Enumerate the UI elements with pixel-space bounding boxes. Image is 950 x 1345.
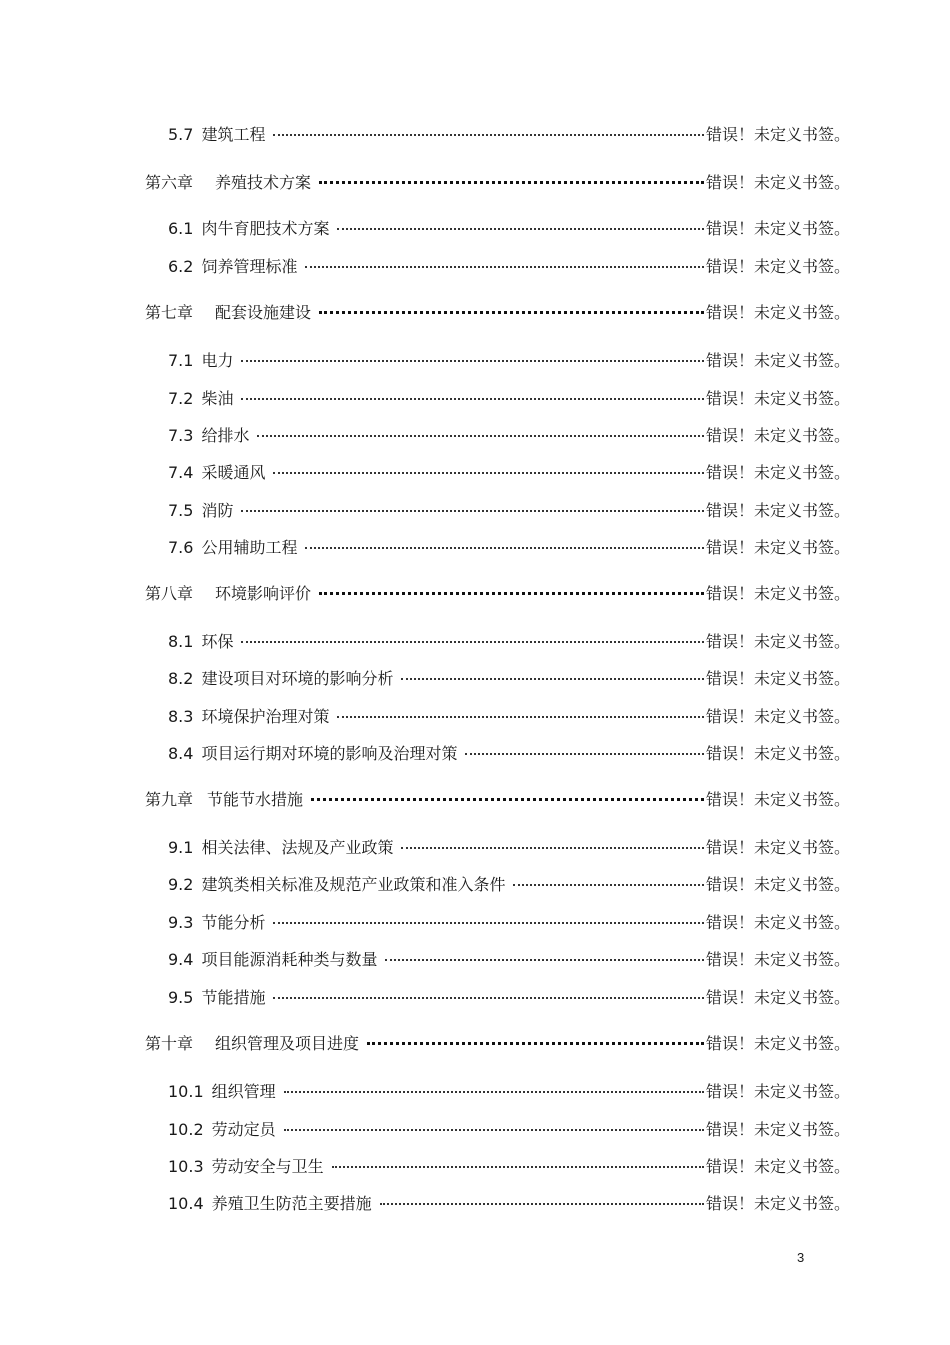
toc-entry[interactable] xyxy=(168,499,850,523)
dot-leader xyxy=(273,471,704,474)
toc-entry-page-ref: 错误！未定义书签。 xyxy=(705,707,850,726)
toc-entry-number: 10.4 xyxy=(168,1194,204,1213)
toc-entry[interactable] xyxy=(168,911,850,935)
dot-leader xyxy=(513,883,704,886)
toc-entry-page-ref: 错误！未定义书签。 xyxy=(705,584,850,603)
dot-leader xyxy=(284,1128,704,1131)
toc-entry-number: 6.2 xyxy=(168,257,194,276)
dot-leader xyxy=(241,397,704,400)
dot-leader xyxy=(284,1090,704,1093)
toc-entry-page-ref: 错误！未定义书签。 xyxy=(705,173,850,192)
toc-entry-title: 节能节水措施 xyxy=(207,790,304,809)
toc-entry-title: 组织管理 xyxy=(211,1082,276,1101)
toc-entry-page-ref: 错误！未定义书签。 xyxy=(705,1034,850,1053)
dot-leader xyxy=(273,133,704,136)
toc-entry[interactable] xyxy=(168,387,850,411)
dot-leader xyxy=(241,640,704,643)
dot-leader xyxy=(319,591,704,595)
dot-leader xyxy=(319,310,704,314)
toc-entry-page-ref: 错误！未定义书签。 xyxy=(705,351,850,370)
dot-leader xyxy=(241,509,704,512)
toc-entry-number: 第六章 xyxy=(145,173,194,192)
toc-entry-number: 第七章 xyxy=(145,303,194,322)
toc-entry-page-ref: 错误！未定义书签。 xyxy=(705,426,850,445)
dot-leader xyxy=(401,677,704,680)
toc-entry-page-ref: 错误！未定义书签。 xyxy=(705,744,850,763)
dot-leader xyxy=(332,1165,704,1168)
dot-leader xyxy=(385,958,704,961)
toc-entry-title: 柴油 xyxy=(201,389,234,408)
toc-entry-title: 养殖技术方案 xyxy=(215,173,312,192)
toc-entry-title: 相关法律、法规及产业政策 xyxy=(201,838,394,857)
dot-leader xyxy=(273,996,704,999)
toc-entry-title: 环保 xyxy=(201,632,234,651)
toc-entry-title: 建筑类相关标准及规范产业政策和准入条件 xyxy=(201,875,506,894)
dot-leader xyxy=(367,1041,704,1045)
toc-entry[interactable] xyxy=(168,123,850,147)
toc-entry-number: 第十章 xyxy=(145,1034,194,1053)
toc-entry-number: 7.4 xyxy=(168,463,194,482)
toc-entry-title: 环境保护治理对策 xyxy=(201,707,330,726)
toc-entry-chapter[interactable] xyxy=(145,582,850,606)
dot-leader xyxy=(337,715,704,718)
toc-entry-number: 9.1 xyxy=(168,838,194,857)
toc-entry-chapter[interactable] xyxy=(145,301,850,325)
toc-entry-chapter[interactable] xyxy=(145,171,850,195)
toc-entry-chapter[interactable] xyxy=(145,1032,850,1056)
toc-entry[interactable] xyxy=(168,742,850,766)
toc-entry-title: 项目能源消耗种类与数量 xyxy=(201,950,378,969)
toc-entry[interactable] xyxy=(168,536,850,560)
toc-entry-number: 5.7 xyxy=(168,125,194,144)
toc-entry[interactable] xyxy=(168,349,850,373)
toc-entry-title: 采暖通风 xyxy=(201,463,266,482)
toc-entry[interactable] xyxy=(168,424,850,448)
toc-entry-title: 建筑工程 xyxy=(201,125,266,144)
toc-entry[interactable] xyxy=(168,217,850,241)
toc-entry[interactable] xyxy=(168,1155,850,1179)
toc-entry[interactable] xyxy=(168,461,850,485)
toc-entry-title: 饲养管理标准 xyxy=(201,257,298,276)
toc-entry-title: 养殖卫生防范主要措施 xyxy=(211,1194,372,1213)
toc-entry-title: 电力 xyxy=(201,351,234,370)
toc-entry-title: 公用辅助工程 xyxy=(201,538,298,557)
toc-entry-page-ref: 错误！未定义书签。 xyxy=(705,875,850,894)
dot-leader xyxy=(305,265,704,268)
dot-leader xyxy=(273,921,704,924)
toc-entry-page-ref: 错误！未定义书签。 xyxy=(705,219,850,238)
toc-entry[interactable] xyxy=(168,667,850,691)
toc-entry-page-ref: 错误！未定义书签。 xyxy=(705,303,850,322)
dot-leader xyxy=(401,846,704,849)
toc-entry[interactable] xyxy=(168,705,850,729)
dot-leader xyxy=(305,546,704,549)
toc-entry-number: 7.1 xyxy=(168,351,194,370)
toc-entry-page-ref: 错误！未定义书签。 xyxy=(705,1082,850,1101)
toc-entry-number: 第八章 xyxy=(145,584,194,603)
toc-entry[interactable] xyxy=(168,873,850,897)
toc-entry-page-ref: 错误！未定义书签。 xyxy=(705,257,850,276)
toc-entry[interactable] xyxy=(168,948,850,972)
toc-entry-number: 第九章 xyxy=(145,790,194,809)
toc-entry-number: 10.3 xyxy=(168,1157,204,1176)
toc-entry[interactable] xyxy=(168,255,850,279)
toc-entry-title: 节能措施 xyxy=(201,988,266,1007)
toc-entry-title: 建设项目对环境的影响分析 xyxy=(201,669,394,688)
toc-entry-number: 7.2 xyxy=(168,389,194,408)
toc-entry-page-ref: 错误！未定义书签。 xyxy=(705,913,850,932)
toc-entry-number: 8.2 xyxy=(168,669,194,688)
toc-entry[interactable] xyxy=(168,836,850,860)
toc-entry-title: 劳动安全与卫生 xyxy=(211,1157,324,1176)
toc-entry-number: 9.5 xyxy=(168,988,194,1007)
toc-entry[interactable] xyxy=(168,986,850,1010)
dot-leader xyxy=(465,752,704,755)
toc-entry[interactable] xyxy=(168,1118,850,1142)
toc-entry-title: 项目运行期对环境的影响及治理对策 xyxy=(201,744,458,763)
toc-entry-number: 9.3 xyxy=(168,913,194,932)
dot-leader xyxy=(337,227,704,230)
toc-entry-page-ref: 错误！未定义书签。 xyxy=(705,988,850,1007)
toc-entry-number: 7.3 xyxy=(168,426,194,445)
dot-leader xyxy=(241,359,704,362)
toc-entry-number: 10.2 xyxy=(168,1120,204,1139)
toc-entry-page-ref: 错误！未定义书签。 xyxy=(705,669,850,688)
toc-entry-page-ref: 错误！未定义书签。 xyxy=(705,632,850,651)
toc-entry-title: 劳动定员 xyxy=(211,1120,276,1139)
toc-entry-chapter[interactable] xyxy=(145,788,850,812)
toc-entry-number: 9.2 xyxy=(168,875,194,894)
toc-entry-title: 环境影响评价 xyxy=(215,584,312,603)
toc-entry-title: 配套设施建设 xyxy=(215,303,312,322)
toc-entry-page-ref: 错误！未定义书签。 xyxy=(705,838,850,857)
toc-entry-title: 组织管理及项目进度 xyxy=(215,1034,360,1053)
toc-entry-number: 8.3 xyxy=(168,707,194,726)
toc-entry-page-ref: 错误！未定义书签。 xyxy=(705,790,850,809)
toc-entry-title: 消防 xyxy=(201,501,234,520)
toc-entry-page-ref: 错误！未定义书签。 xyxy=(705,1194,850,1213)
toc-entry-title: 节能分析 xyxy=(201,913,266,932)
toc-entry[interactable] xyxy=(168,1080,850,1104)
toc-entry-page-ref: 错误！未定义书签。 xyxy=(705,501,850,520)
toc-entry-title: 肉牛育肥技术方案 xyxy=(201,219,330,238)
page-number: 3 xyxy=(797,1250,805,1265)
toc-entry-title: 给排水 xyxy=(201,426,250,445)
toc-entry-page-ref: 错误！未定义书签。 xyxy=(705,1157,850,1176)
toc-entry-number: 8.4 xyxy=(168,744,194,763)
toc-entry-number: 10.1 xyxy=(168,1082,204,1101)
toc-entry-page-ref: 错误！未定义书签。 xyxy=(705,1120,850,1139)
toc-entry-page-ref: 错误！未定义书签。 xyxy=(705,538,850,557)
toc-entry[interactable] xyxy=(168,630,850,654)
toc-entry-number: 7.5 xyxy=(168,501,194,520)
toc-entry-number: 9.4 xyxy=(168,950,194,969)
dot-leader xyxy=(319,180,704,184)
toc-entry-page-ref: 错误！未定义书签。 xyxy=(705,950,850,969)
toc-entry-number: 7.6 xyxy=(168,538,194,557)
dot-leader xyxy=(311,797,704,801)
dot-leader xyxy=(380,1202,704,1205)
toc-entry[interactable] xyxy=(168,1192,850,1216)
toc-entry-page-ref: 错误！未定义书签。 xyxy=(705,463,850,482)
dot-leader xyxy=(257,434,704,437)
toc-entry-number: 6.1 xyxy=(168,219,194,238)
toc-entry-number: 8.1 xyxy=(168,632,194,651)
toc-entry-page-ref: 错误！未定义书签。 xyxy=(705,389,850,408)
toc-entry-page-ref: 错误！未定义书签。 xyxy=(705,125,850,144)
